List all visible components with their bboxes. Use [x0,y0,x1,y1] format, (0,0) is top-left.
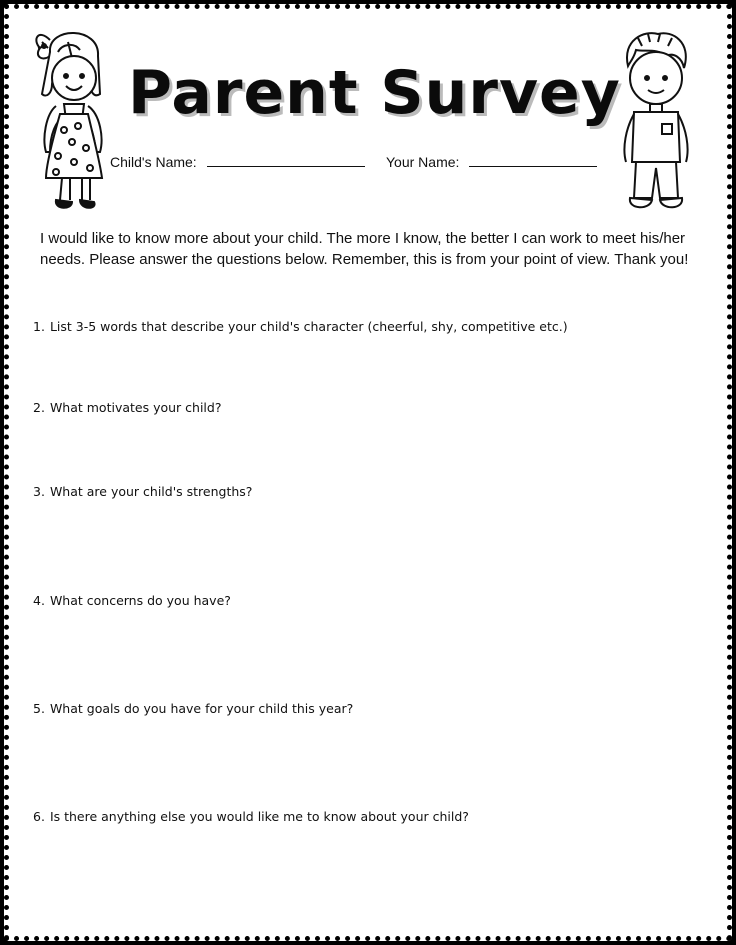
question-3 [33,483,693,501]
your-name-line[interactable] [469,150,597,167]
page-title: Parent Survey [128,58,621,128]
question-1 [33,318,693,336]
your-name-label: Your Name: [386,154,460,170]
question-number: 1. [33,319,45,334]
question-text: What concerns do you have? [49,593,231,608]
intro-paragraph: I would like to know more about your child. The more I know, the better I can work to meet his/her needs. Please answer the questions below. Remember, this is from your point of view. Thank you! [40,230,689,268]
question-number: 4. [33,593,45,608]
question-text: What are your child's strengths? [49,484,253,499]
girl-illustration [28,22,116,214]
question-number: 6. [33,809,45,824]
question-2 [33,399,693,417]
question-number: 5. [33,701,45,716]
question-4 [33,592,693,610]
child-name-field [110,150,365,174]
question-5 [33,700,693,718]
question-text: What goals do you have for your child this year? [49,701,354,716]
question-text: List 3-5 words that describe your child's character (cheerful, shy, competitive etc.) [49,319,568,334]
question-number: 2. [33,400,45,415]
question-text: What motivates your child? [49,400,222,415]
child-name-line[interactable] [207,150,365,167]
question-6 [33,808,693,826]
question-number: 3. [33,484,45,499]
child-name-label: Child's Name: [110,154,197,170]
your-name-field [386,150,597,174]
boy-illustration [614,28,698,214]
question-text: Is there anything else you would like me to know about your child? [49,809,469,824]
